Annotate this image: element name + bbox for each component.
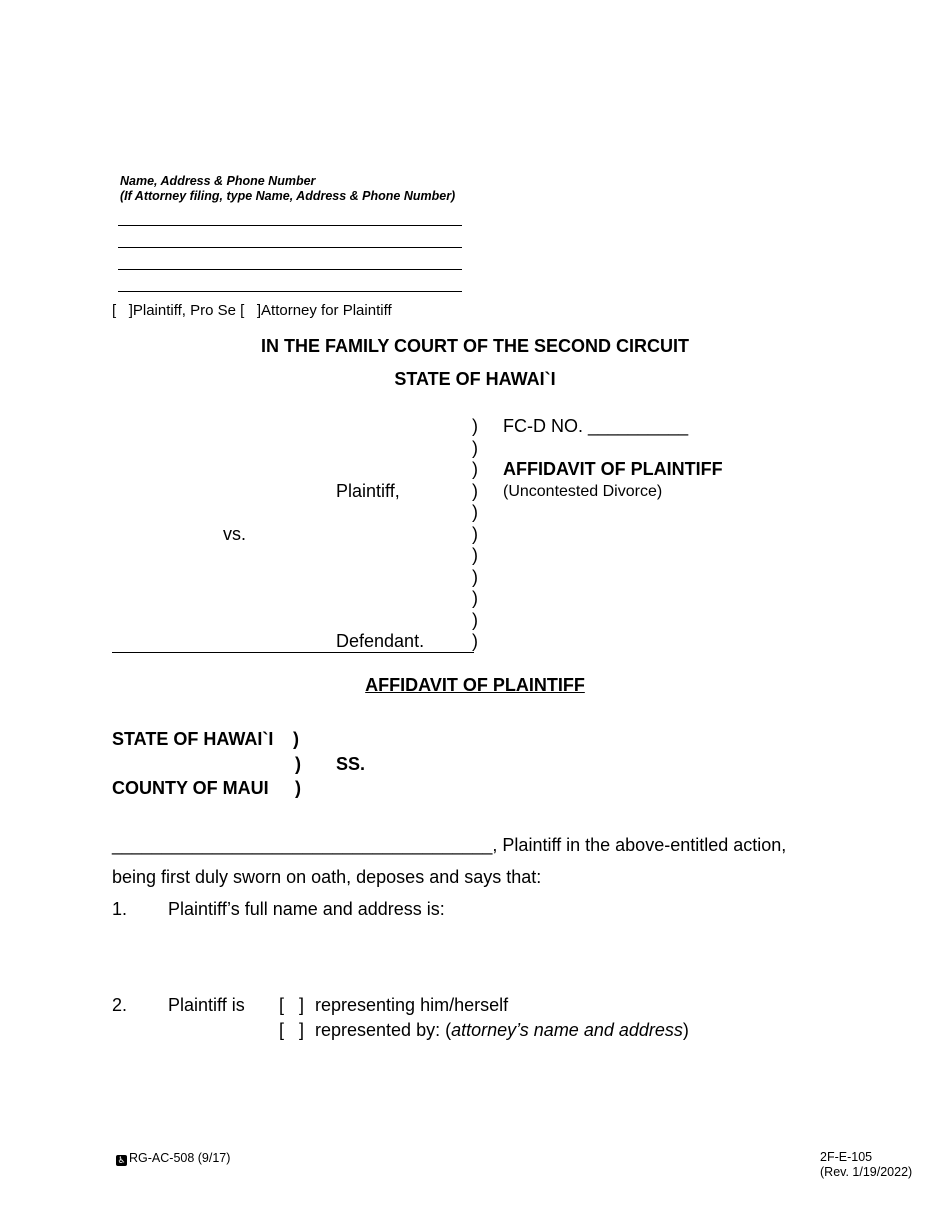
court-title: IN THE FAMILY COURT OF THE SECOND CIRCUIT [260,336,690,356]
caption-paren: ) [472,524,478,544]
item1-text: Plaintiff’s full name and address is: [168,899,445,919]
item2-option1: representing him/herself [315,995,509,1015]
accessibility-icon: ♿ [117,1155,126,1165]
caption-paren: ) [472,567,478,587]
filer-address-line-1[interactable] [118,225,462,226]
venue-state: STATE OF HAWAI`I [112,729,274,749]
intro-line-2: being first duly sworn on oath, deposes and says that: [112,867,542,887]
caption-paren: ) [472,588,478,608]
defendant-name-line[interactable] [112,652,474,653]
case-number-field[interactable]: FC-D NO. __________ [503,416,689,436]
affidavit-heading: AFFIDAVIT OF PLAINTIFF [365,675,585,695]
plaintiff-name-blank[interactable]: ______________________________________ [112,835,493,855]
filer-address-line-2[interactable] [118,247,462,248]
caption-paren: ) [472,545,478,565]
item2-option2: represented by: (attorney’s name and address) [315,1020,689,1040]
venue-paren: ) [293,729,299,749]
checkbox-attorney-for-plaintiff[interactable]: [ ] [240,302,262,319]
option-plaintiff-label: Plaintiff, Pro Se [132,302,236,319]
checkbox-represented-by[interactable]: [ ] [279,1020,305,1040]
vs-label: vs. [223,524,247,544]
venue-ss: SS. [336,754,366,774]
option-attorney-label: Attorney for Plaintiff [261,302,392,319]
venue-paren: ) [295,754,301,774]
form-number: 2F-E-105 [820,1150,873,1164]
caption-paren: ) [472,416,478,436]
intro-line-1 [112,835,786,856]
caption-paren: ) [472,610,478,630]
filer-role-options [112,302,392,319]
venue-county: COUNTY OF MAUI [112,778,269,798]
item1-number: 1. [112,899,128,919]
filer-address-line-3[interactable] [118,269,462,270]
court-state: STATE OF HAWAI`I [394,369,556,389]
plaintiff-label: Plaintiff, [336,481,400,501]
checkbox-representing-self[interactable]: [ ] [279,995,305,1015]
item2-number: 2. [112,995,128,1015]
item2-label: Plaintiff is [168,995,245,1015]
caption-paren: ) [472,481,478,501]
filer-address-line-4[interactable] [118,291,462,292]
filer-heading-line1: Name, Address & Phone Number [120,174,316,188]
form-code: ♿ RG-AC-508 (9/17) [117,1151,231,1165]
document-subtitle: (Uncontested Divorce) [503,483,663,500]
venue-paren: ) [295,778,301,798]
checkbox-plaintiff-pro-se[interactable]: [ ] [112,302,133,319]
filer-heading-line2: (If Attorney filing, type Name, Address & Phone Number) [120,189,456,203]
defendant-label: Defendant. [336,631,425,651]
form-revision: (Rev. 1/19/2022) [820,1165,913,1179]
caption-paren: ) [472,438,478,458]
caption-paren: ) [472,502,478,522]
document-title: AFFIDAVIT OF PLAINTIFF [503,459,723,479]
caption-paren: ) [472,631,478,651]
intro-text: , Plaintiff in the above-entitled action, [492,835,787,855]
caption-paren: ) [472,459,478,479]
